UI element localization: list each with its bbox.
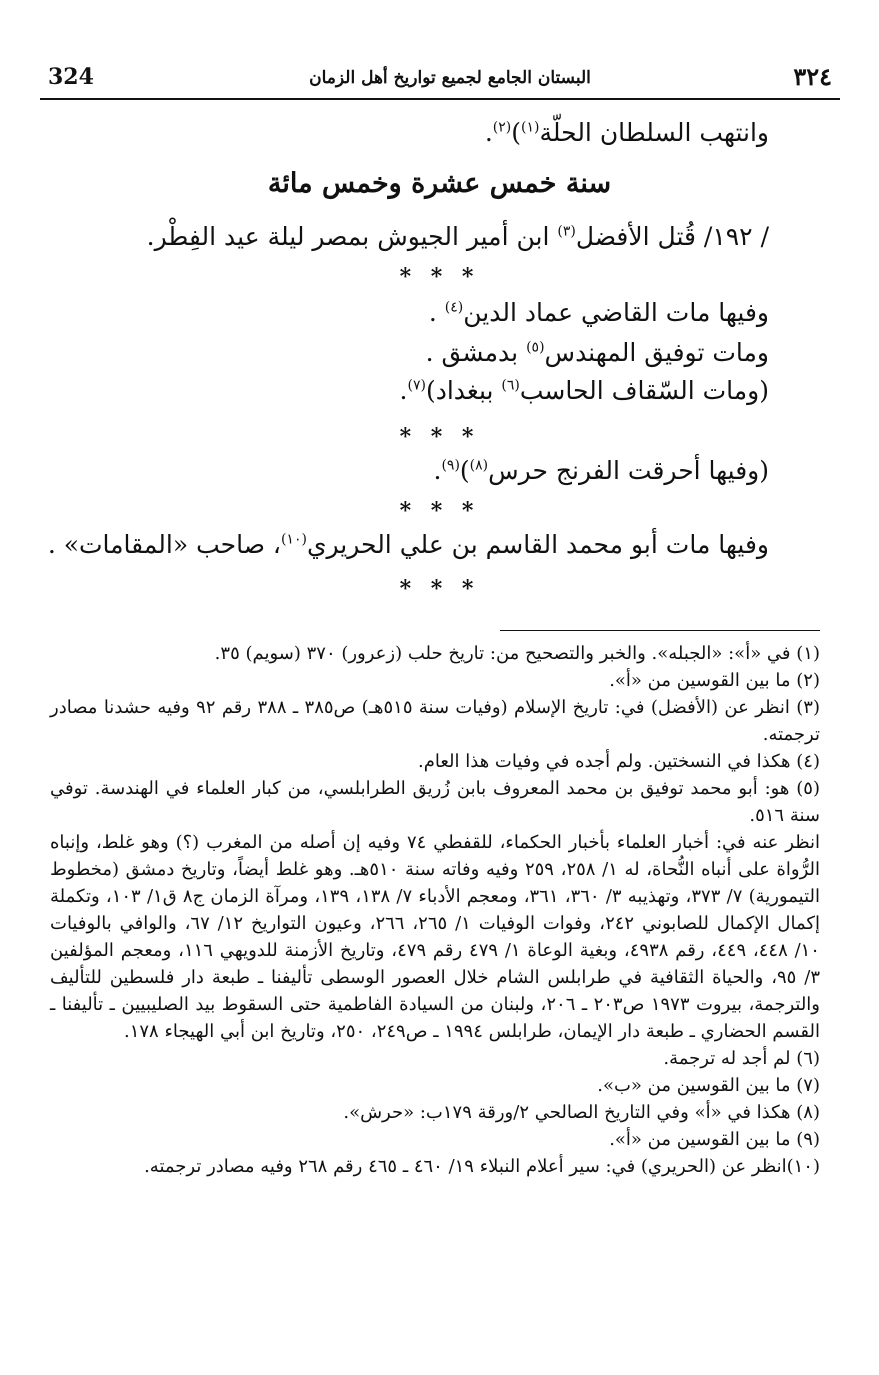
running-title: البستان الجامع لجميع تواريخ أهل الزمان (309, 68, 591, 88)
text-line-5: (ومات السّقاف الحاسب$^{(٦)}$ ببغداد)$^{(٧)}$. (399, 376, 769, 405)
text-line-3: وفيها مات القاضي عماد الدين$^{(٤)}$ . (428, 298, 769, 327)
text-line-7: وفيها مات أبو محمد القاسم بن علي الحريري$^{(١٠)}$، صاحب «المقامات» . (47, 530, 769, 559)
footnote-6: (٦) لم أجد له ترجمة. (663, 1048, 820, 1069)
footnote-5: (٥) هو: أبو محمد توفيق بن محمد المعروف بابن زُريق الطرابلسي، من كبار العلماء في الهندسة. توفي سنة ٥١٦. (50, 778, 820, 826)
text-line-4: ومات توفيق المهندس$^{(٥)}$ بدمشق . (425, 338, 769, 367)
text-line-1: وانتهب السلطان الحلّة$^{(١)}$)$^{(٢)}$. (484, 118, 769, 147)
footnote-10: (١٠)انظر عن (الحريري) في: سير أعلام النبلاء ١٩/ ٤٦٠ ـ ٤٦٥ رقم ٢٦٨ وفيه مصادر ترجمته. (144, 1156, 820, 1177)
footnote-7: (٧) ما بين القوسين من «ب». (597, 1075, 820, 1096)
separator-stars-2: * * * (399, 424, 480, 450)
footnotes (50, 640, 820, 1180)
footnote-1: (١) في «أ»: «الجبله». والخبر والتصحيح من: تاريخ حلب (زعرور) ٣٧٠ (سويم) ٣٥. (214, 643, 820, 664)
year-heading: سنة خمس عشرة وخمس مائة (267, 168, 612, 199)
footnote-9: (٩) ما بين القوسين من «أ». (609, 1129, 820, 1150)
page-number-arabic: ٣٢٤ (793, 62, 832, 91)
footnote-4: (٤) هكذا في النسختين. ولم أجده في وفيات هذا العام. (418, 751, 820, 772)
page-number-latin: 324 (48, 64, 94, 90)
footnote-separator (500, 630, 820, 631)
separator-stars-1: * * * (399, 264, 480, 290)
separator-stars-3: * * * (399, 498, 480, 524)
footnote-5-sources: انظر عنه في: أخبار العلماء بأخبار الحكماء، للقفطي ٧٤ وفيه إن أصله من المغرب (؟) وهو غلط، وإنباه الرُّواة على أنباه النُّحاة، له ١/ ٢٥٨، ٢٥٩ وفيه وفاته سنة ٥١٠هـ. وهو غلط أيضاً، وتاريخ دمشق (مخطوط التيمورية) ٧/ ٣٧٣، وتهذيبه ٣/ ٣٦٠، ٣٦١، ومعجم الأدباء ٧/ ١٣٨، ١٣٩، ومرآة الزمان ج٨ ق١/ ١٠٣، وتكملة إكمال الإكمال للصابوني ٢٤٢، وفوات الوفيات ١/ ٢٦٥، ٢٦٦، وعيون التواريخ ١٢/ ٦٧، والوافي بالوفيات ١٠/ ٤٤٨، ٤٤٩، رقم ٤٩٣٨، وبغية الوعاة ١/ ٤٧٩ رقم ٤٧٩، وتاريخ الأزمنة للدويهي ١١٦، ومعجم المؤلفين ٣/ ٩٥، والحياة الثقافية في طرابلس الشام خلال العصور الوسطى تأليفنا ـ طبعة دار فلسطين للتأليف والترجمة، بيروت ١٩٧٣ ص٢٠٣ ـ ٢٠٦، ولبنان من السيادة الفاطمية حتى السقوط بيد الصليبيين ـ تأليفنا ـ القسم الحضاري ـ طبعة دار الإيمان، طرابلس ١٩٩٤ ـ ص٢٤٩، ٢٥٠، وتاريخ ابن أبي الهيجاء ١٧٨. (50, 832, 821, 1042)
text-line-2: / ١٩٢/ قُتل الأفضل$^{(٣)}$ ابن أمير الجيوش بمصر ليلة عيد الفِطْر. (146, 222, 769, 251)
separator-stars-4: * * * (399, 576, 480, 602)
text-line-6: (وفيها أحرقت الفرنج حرس$^{(٨)}$)$^{(٩)}$. (433, 456, 769, 485)
footnote-2: (٢) ما بين القوسين من «أ». (609, 670, 820, 691)
footnote-8: (٨) هكذا في «أ» وفي التاريخ الصالحي ٢/ورقة ١٧٩ب: «حرش». (343, 1102, 820, 1123)
footnote-3: (٣) انظر عن (الأفضل) في: تاريخ الإسلام (وفيات سنة ٥١٥هـ) ص٣٨٥ ـ ٣٨٨ رقم ٩٢ وفيه حشدنا مصادر ترجمته. (50, 697, 820, 745)
page-header (40, 58, 840, 100)
